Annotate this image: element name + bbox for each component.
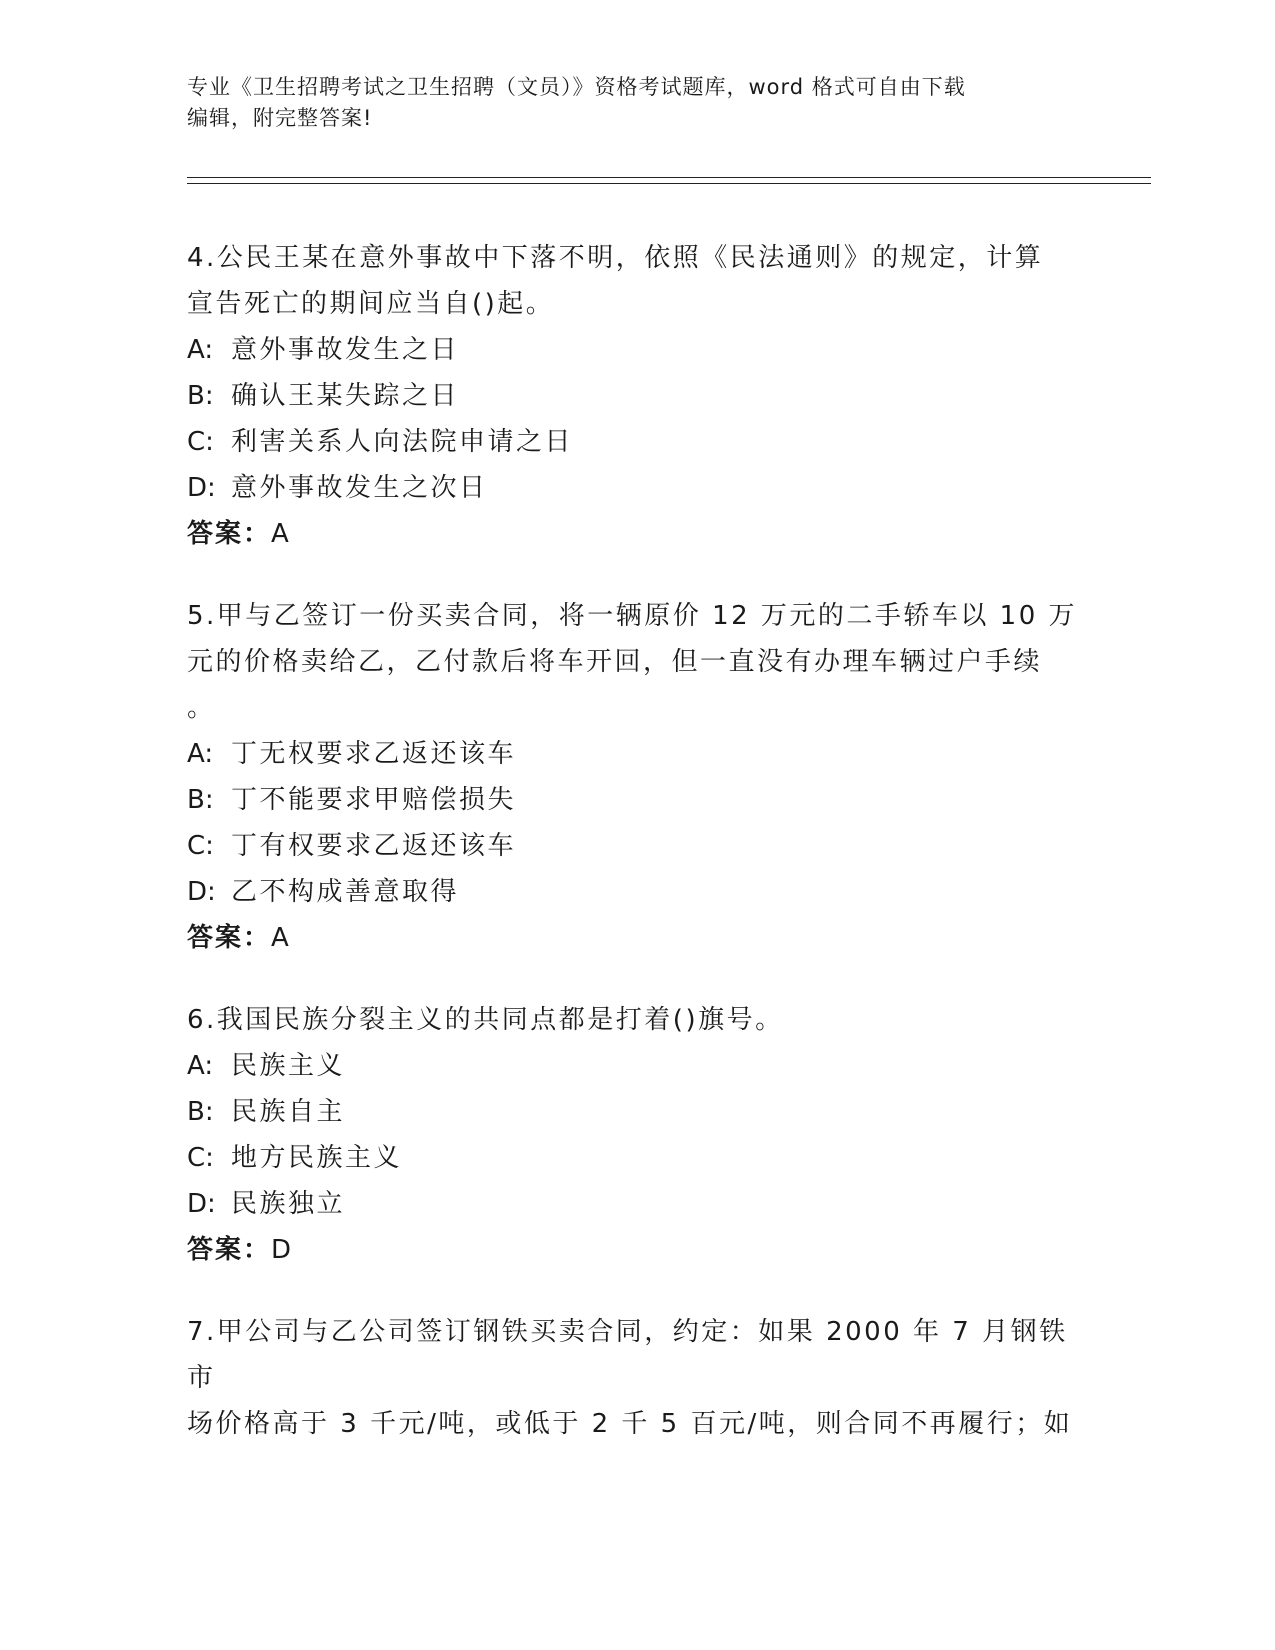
question-text-line: 7.甲公司与乙公司签订钢铁买卖合同，约定：如果 2000 年 7 月钢铁市 [187,1317,1068,1393]
question-text-line: 4.公民王某在意外事故中下落不明，依照《民法通则》的规定，计算 [187,243,1044,273]
answer-option [187,1089,1087,1135]
option-text: 丁无权要求乙返还该车 [231,739,517,769]
option-letter: A: [187,739,214,769]
option-letter: B: [187,785,214,815]
option-text: 利害关系人向法院申请之日 [231,427,574,457]
header-rule-bottom [187,183,1151,184]
option-letter: D: [187,1189,216,1219]
answer-label: 答案： [187,1235,272,1265]
answer-label: 答案： [187,519,272,549]
answer-value: A [271,923,290,953]
option-letter: A: [187,1051,214,1081]
question-text-line: 宣告死亡的期间应当自()起。 [187,289,555,319]
option-text: 民族自主 [231,1097,346,1127]
option-letter: A: [187,335,214,365]
question-text-line: 场价格高于 3 千元/吨，或低于 2 千 5 百元/吨，则合同不再履行；如 [187,1409,1073,1439]
answer-label: 答案： [187,923,272,953]
option-letter: C: [187,1143,214,1173]
answer-option [187,1135,1087,1181]
option-text: 确认王某失踪之日 [231,381,460,411]
answer-line [187,1227,1087,1273]
answer-line [187,915,1087,961]
option-text: 地方民族主义 [231,1143,403,1173]
option-text: 丁有权要求乙返还该车 [231,831,517,861]
answer-value: D [271,1235,293,1265]
header-line-1: 专业《卫生招聘考试之卫生招聘（文员）》资格考试题库，word 格式可自由下载 [187,75,966,99]
option-text: 意外事故发生之日 [231,335,460,365]
option-text: 民族独立 [231,1189,346,1219]
answer-option [187,823,1087,869]
answer-option [187,419,1087,465]
option-letter: B: [187,1097,214,1127]
option-letter: C: [187,427,214,457]
answer-option [187,777,1087,823]
answer-option [187,327,1087,373]
question-text-line: 6.我国民族分裂主义的共同点都是打着()旗号。 [187,1005,784,1035]
document-header [187,72,1067,134]
option-letter: B: [187,381,214,411]
answer-option [187,1181,1087,1227]
option-text: 乙不构成善意取得 [231,877,460,907]
answer-option [187,731,1087,777]
option-text: 民族主义 [231,1051,346,1081]
answer-option [187,373,1087,419]
answer-option [187,1043,1087,1089]
option-letter: C: [187,831,214,861]
question-list [187,235,1087,1483]
option-text: 丁不能要求甲赔偿损失 [231,785,517,815]
question-text-line: 。 [187,693,216,723]
answer-option [187,465,1087,511]
option-text: 意外事故发生之次日 [231,473,488,503]
option-letter: D: [187,877,216,907]
question-text-line: 5.甲与乙签订一份买卖合同，将一辆原价 12 万元的二手轿车以 10 万 [187,601,1078,631]
header-line-2: 编辑，附完整答案! [187,106,373,130]
question-block [187,593,1087,961]
question-block [187,1309,1087,1447]
answer-line [187,511,1087,557]
question-text-line: 元的价格卖给乙，乙付款后将车开回，但一直没有办理车辆过户手续 [187,647,1043,677]
question-block [187,235,1087,557]
answer-option [187,869,1087,915]
question-block [187,997,1087,1273]
option-letter: D: [187,473,216,503]
header-rule-top [187,177,1151,178]
answer-value: A [271,519,290,549]
